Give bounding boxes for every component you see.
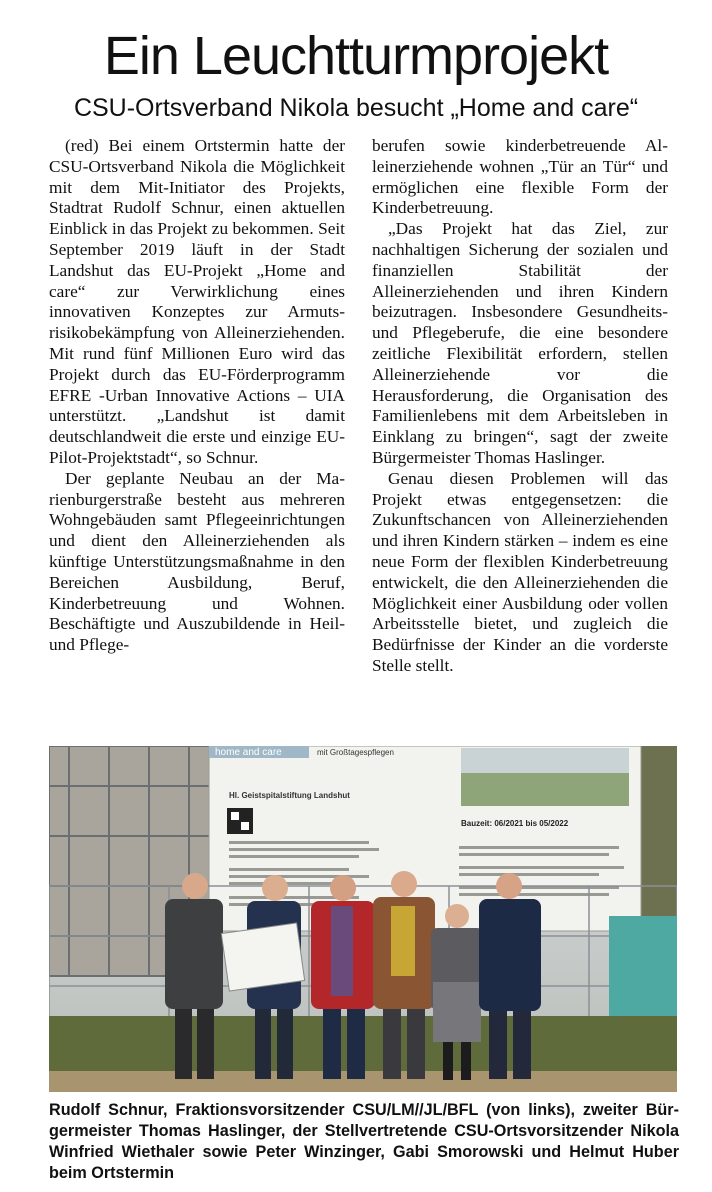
billboard-bauzeit: Bauzeit: 06/2021 bis 05/2022 bbox=[461, 819, 569, 828]
billboard-brand: home and care bbox=[215, 747, 282, 758]
article-paragraph: „Das Projekt hat das Ziel, zur nachhaltigen Sicherung der sozialen und finanziellen Stabilität der Alleinerziehenden und ihren Kindern beizutragen. Insbesondere Gesundheits- und Pflegeberufe, die eine besondere zeitliche Flexibilität erfordern, stellen Alleinerziehende vor die Herausforderung, die Organisation des Familienlebens mit dem Arbeitsleben in Einklang zu bringen“, sagt der zweite Bürgermeister Thomas Haslinger. bbox=[372, 219, 668, 467]
subheadline: CSU-Ortsverband Nikola besucht „Home and care“ bbox=[73, 94, 639, 122]
article-column-right bbox=[372, 136, 668, 677]
article-paragraph: (red) Bei einem Ortstermin hatte der CSU-Ortsverband Nikola die Möglichkeit mit dem Mit-Initiator des Projekts, Stadtrat Rudolf Schnur, einen aktuellen Einblick in das Projekt zu bekommen. Seit September 2019 läuft in der Stadt Landshut das EU-Projekt „Home and care“ zur Verwirklichung eines innovativen Konzeptes zur Armutsrisikobekämpfung von Alleinerziehenden. Mit rund fünf Millionen Euro wird das Projekt durch das EU-Förderprogramm EFRE -Urban Innovative Actions – UIA unterstützt. „Landshut ist damit deutschlandweit die erste und einzige EU-Pilot-Projektstadt“, so Schnur. bbox=[49, 136, 345, 467]
article-paragraph: Genau diesen Problemen will das Projekt etwas entgegensetzen: die Zukunftschancen von Alleinerziehenden und ihren Kindern stärken – indem es eine neue Form der flexiblen Kinderbetreuung entwickelt, die den Alleinerziehenden die Möglichkeit einer Ausbildung oder vollen Arbeitsstelle bietet, und zugleich die Bedürfnisse der Kinder an die vorderste Stelle stellt. bbox=[372, 468, 668, 675]
article-paragraph: Der geplante Neubau an der Marienburgerstraße besteht aus mehreren Wohngebäuden samt Pflegeeinrichtungen und dient den Alleinerziehenden als künftige Unterstützungsmaßnahme in den Bereichen Ausbildung, Beruf, Kinderbetreuung und Wohnen. Beschäftigte und Auszubildende in Heil- und Pflege- bbox=[49, 468, 345, 655]
photo-caption: Rudolf Schnur, Fraktionsvorsitzender CSU/LM//JL/BFL (von links), zweiter Bürgermeister Thomas Haslinger, der Stellvertretende CSU-Ortsvorsitzender Nikola Winfried Wiethaler sowie Peter Winzinger, Gabi Smorowski und Helmut Huber beim Ortstermin bbox=[49, 1101, 679, 1182]
billboard-subtitle: mit Großtagespflegen bbox=[317, 748, 394, 757]
article-photo bbox=[49, 746, 677, 1092]
article-paragraph: berufen sowie kinderbetreuende Alleinerziehende wohnen „Tür an Tür“ und ermöglichen eine flexible Form der Kinderbetreuung. bbox=[372, 136, 668, 218]
blueprint-plan bbox=[221, 923, 304, 991]
group-photo bbox=[49, 746, 677, 1092]
headline: Ein Leuchtturmprojekt bbox=[103, 26, 609, 86]
article-column-left bbox=[49, 136, 345, 656]
qr-code-icon bbox=[227, 808, 253, 834]
billboard-owner: Hl. Geistspitalstiftung Landshut bbox=[229, 791, 350, 800]
